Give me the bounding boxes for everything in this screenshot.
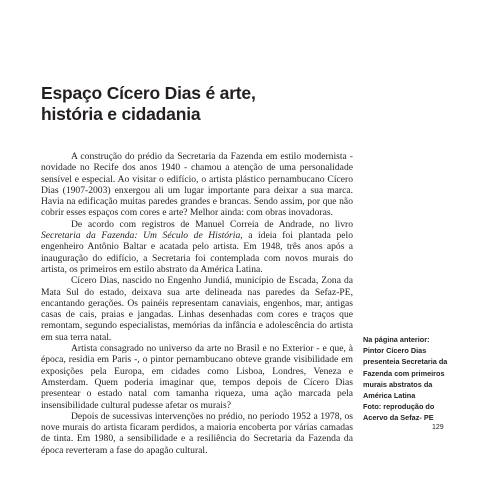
caption-line: América Latina (363, 391, 416, 401)
article-title-line-1: Espaço Cícero Dias é arte, (41, 83, 256, 103)
caption-line: murais abstratos da (363, 379, 433, 389)
paragraph-5: Depois de sucessivas intervenções no prédio, no período 1952 a 1978, os nove murais do artista ficaram perdidos, a maioria encoberta por várias camadas de tinta. Em 1980, a sensibilidade e a resiliência do Secretaria da Fazenda da época reverteram a fase do apagão cultural. (41, 410, 353, 456)
paragraph-1: A construção do prédio da Secretaria da Fazenda em estilo modernista - novidade no Recife dos anos 1940 - chamou a atenção de uma personalidade sensível e especial. Ao visitar o edifício, o artista plástico pernambucano Cícero Dias (1907-2003) enxergou ali um lugar importante para deixar a sua marca. Havia na edificação muitas paredes grandes e brancas. Sendo assim, por que não cobrir esses espaços com cores e arte? Melhor ainda: com obras inovadoras. (41, 151, 353, 219)
paragraph-2-text-start: De acordo com registros de Manuel Correia de Andrade, no livro (71, 218, 353, 230)
caption-line: Fazenda com primeiros (363, 368, 445, 378)
page-number: 129 (432, 424, 444, 431)
caption-line: Foto: reprodução do (363, 402, 435, 412)
caption-line: presenteia Secretaria da (363, 357, 448, 367)
paragraph-3: Cícero Dias, nascido no Engenho Jundiá, município de Escada, Zona da Mata Sul do estado, deixava sua arte delineada nas paredes da Sefaz-PE, encantando gerações. Os painéis representam canaviais, engenhos, mar, antigas casas de cais, praias e jangadas. Linhas desenhadas com cores e traços que remontam, segundo especialistas, memórias da infância e adolescência do artista em sua terra natal. (41, 275, 353, 343)
article-body (41, 151, 353, 456)
paragraph-2-text-end: , a ideia foi plantada pelo engenheiro Antônio Baltar e acatada pelo artista. Em 1948, três anos após a inauguração do edifício, a Secretaria foi contemplada com novos murais do artista, os primeiros em estilo abstrato da América Latina. (41, 230, 354, 275)
caption-line: Pintor Cícero Dias (363, 346, 427, 356)
caption-line: Na página anterior: (363, 335, 430, 344)
caption-line: Acervo da Sefaz- PE (363, 413, 434, 423)
paragraph-4: Artista consagrado no universo da arte no Brasil e no Exterior - e que, à época, residia em Paris -, o pintor pernambucano obteve grande visibilidade em exposições pela Europa, em cidades como Lisboa, Londres, Veneza e Amsterdam. Quem poderia imaginar que, tempos depois de Cícero Dias presentear o estado natal com tamanha riqueza, uma ação marcada pela insensibilidade cultural pudesse afetar os murais? (41, 343, 353, 411)
article-title (41, 83, 301, 125)
book-title: Secretaria da Fazenda: Um Século de História (41, 230, 241, 242)
paragraph-2 (41, 219, 353, 275)
article-title-line-2: história e cidadania (41, 104, 201, 124)
photo-caption (363, 334, 448, 424)
